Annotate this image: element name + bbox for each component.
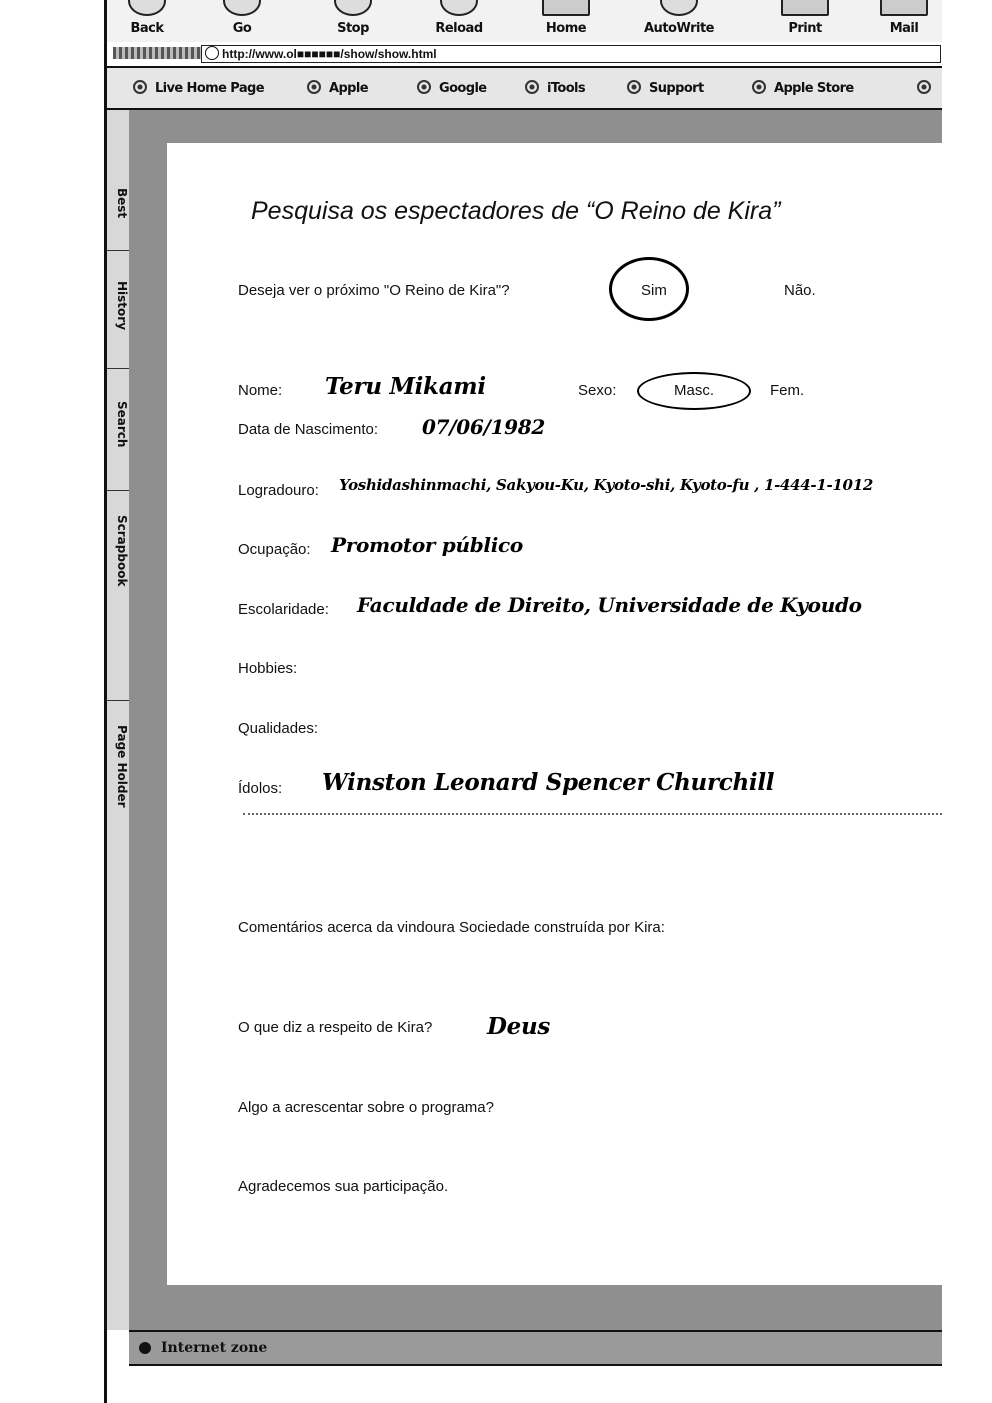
go-icon [223, 0, 261, 16]
bookmark-label: Support [649, 81, 704, 96]
bookmark-icon [627, 80, 641, 94]
bookmarks-bar [107, 68, 942, 110]
home-label: Home [545, 21, 587, 36]
side-tab-page-holder[interactable]: Page Holder [107, 700, 129, 831]
label-qualidades: Qualidades: [238, 720, 319, 737]
side-tab-history[interactable]: History [107, 250, 129, 361]
reload-icon [440, 0, 478, 16]
print-icon [781, 0, 829, 16]
print-label: Print [788, 21, 822, 36]
status-bar [129, 1330, 942, 1366]
back-icon [128, 0, 166, 16]
label-algo: Algo a acrescentar sobre o programa? [238, 1099, 494, 1116]
label-ocupacao: Ocupação: [238, 541, 311, 558]
bookmark-google[interactable] [417, 80, 487, 96]
mail-icon [880, 0, 928, 16]
side-tabs [107, 110, 131, 1330]
back-label: Back [130, 21, 164, 36]
address-bar [107, 42, 942, 68]
label-idolos: Ídolos: [238, 780, 283, 797]
side-tab-scrapbook[interactable]: Scrapbook [107, 490, 129, 611]
stop-button[interactable] [313, 0, 393, 40]
option-fem[interactable]: Fem. [770, 382, 805, 399]
bookmark-label: Apple [329, 81, 368, 96]
bookmark-overflow[interactable] [917, 80, 939, 96]
survey-form [167, 143, 942, 1285]
bookmark-label: Google [439, 81, 487, 96]
bookmark-icon [417, 80, 431, 94]
autowrite-icon [660, 0, 698, 16]
option-sim[interactable]: Sim [641, 282, 667, 299]
value-nascimento[interactable]: 07/06/1982 [422, 415, 545, 439]
bookmark-label: iTools [547, 81, 586, 96]
url-text: http://www.ol■■■■■■/show/show.html [222, 47, 437, 61]
autowrite-label: AutoWrite [644, 21, 714, 36]
print-button[interactable] [765, 0, 845, 40]
option-masc[interactable]: Masc. [674, 382, 715, 399]
bookmark-icon [917, 80, 931, 94]
label-escolaridade: Escolaridade: [238, 601, 329, 618]
bookmark-apple-store[interactable] [752, 80, 854, 96]
back-button[interactable] [107, 0, 187, 40]
bookmark-support[interactable] [627, 80, 704, 96]
bookmark-label: Live Home Page [155, 81, 264, 96]
label-sexo: Sexo: [578, 382, 617, 399]
value-ocupacao[interactable]: Promotor público [331, 533, 523, 557]
side-tab-search[interactable]: Search [107, 368, 129, 479]
stop-label: Stop [337, 21, 369, 36]
url-input[interactable] [201, 45, 941, 63]
value-logradouro[interactable]: Yoshidashinmachi, Sakyou-Ku, Kyoto-shi, Kyoto-fu , 1-444-1-1012 [339, 476, 873, 494]
label-nascimento: Data de Nascimento: [238, 421, 379, 438]
go-label: Go [232, 21, 252, 36]
label-kira: O que diz a respeito de Kira? [238, 1019, 433, 1036]
label-comentarios: Comentários acerca da vindoura Sociedade construída por Kira: [238, 919, 665, 936]
label-hobbies: Hobbies: [238, 660, 298, 677]
value-idolos[interactable]: Winston Leonard Spencer Churchill [322, 769, 775, 796]
status-text: Internet zone [161, 1340, 268, 1356]
mail-label: Mail [889, 21, 919, 36]
globe-icon [205, 46, 219, 60]
label-agradecemos: Agradecemos sua participação. [238, 1178, 449, 1195]
bookmark-icon [307, 80, 321, 94]
stop-icon [334, 0, 372, 16]
option-nao[interactable]: Não. [784, 282, 816, 299]
question-next: Deseja ver o próximo "O Reino de Kira"? [238, 282, 510, 299]
autowrite-button[interactable] [639, 0, 719, 40]
bookmark-apple[interactable] [307, 80, 368, 96]
mail-button[interactable] [869, 0, 939, 40]
divider [243, 813, 942, 815]
side-tab-best[interactable]: Best [115, 187, 129, 219]
value-kira[interactable]: Deus [487, 1013, 551, 1040]
reload-button[interactable] [419, 0, 499, 40]
value-nome[interactable]: Teru Mikami [325, 373, 486, 400]
go-button[interactable] [202, 0, 282, 40]
bookmark-live-home-page[interactable] [133, 80, 264, 96]
value-escolaridade[interactable]: Faculdade de Direito, Universidade de Kyoudo [357, 593, 862, 617]
bookmark-itools[interactable] [525, 80, 585, 96]
page-title: Pesquisa os espectadores de “O Reino de Kira” [251, 197, 781, 225]
reload-label: Reload [435, 21, 483, 36]
zone-icon [139, 1342, 151, 1354]
bookmark-icon [752, 80, 766, 94]
toolbar [107, 0, 942, 44]
home-button[interactable] [526, 0, 606, 40]
home-icon [542, 0, 590, 16]
label-logradouro: Logradouro: [238, 482, 319, 499]
bookmark-label: Apple Store [774, 81, 854, 96]
label-nome: Nome: [238, 382, 283, 399]
bookmark-icon [525, 80, 539, 94]
address-label [113, 47, 201, 59]
bookmark-icon [133, 80, 147, 94]
